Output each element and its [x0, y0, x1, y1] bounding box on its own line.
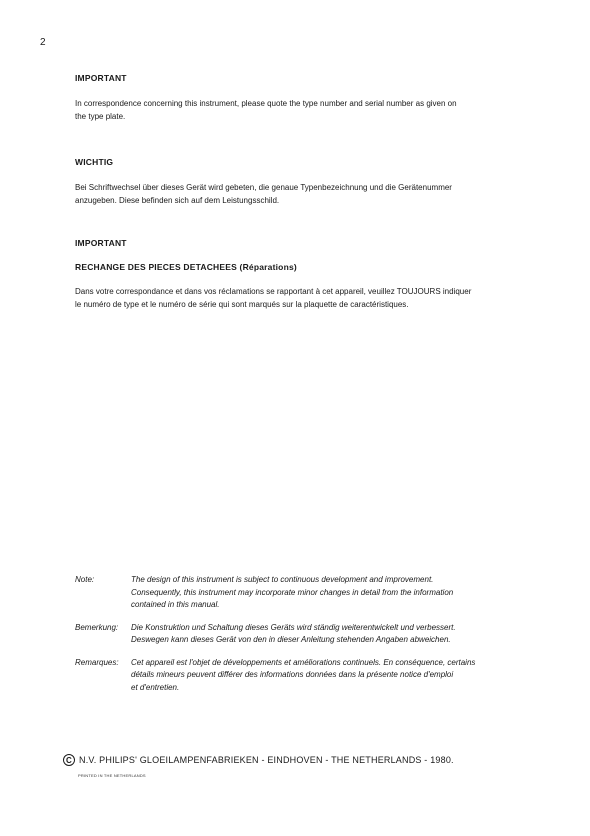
paragraph-line: Bei Schriftwechsel über dieses Gerät wird gebeten, die genaue Typenbezeichnung und die Gerätenummer: [75, 183, 452, 192]
note-text: [131, 574, 545, 612]
note-line: détails mineurs peuvent différer des informations données dans la présente notice d'emploi: [131, 670, 454, 679]
printed-in-text: PRINTED IN THE NETHERLANDS: [78, 773, 146, 778]
copyright-icon: C: [63, 754, 75, 766]
note-line: Consequently, this instrument may incorporate minor changes in detail from the information: [131, 587, 454, 597]
note-line: Cet appareil est l'objet de développements et améliorations continuels. En conséquence, certains: [131, 657, 476, 667]
note-label: Remarques:: [75, 657, 119, 667]
paragraph-line: anzugeben. Diese befinden sich auf dem Leistungsschild.: [75, 196, 280, 205]
section-heading: WICHTIG: [75, 157, 114, 167]
section-heading: IMPORTANT: [75, 238, 127, 248]
section-subheading: RECHANGE DES PIECES DETACHEES (Réparations): [75, 262, 297, 272]
section-paragraph: [75, 97, 535, 123]
paragraph-line: the type plate.: [75, 112, 126, 121]
section-paragraph: [75, 181, 535, 207]
notes-block: [75, 574, 545, 704]
paragraph-line: In correspondence concerning this instrument, please quote the type number and serial number as given on: [75, 99, 457, 108]
section-german: [75, 157, 535, 207]
section-french: [75, 238, 535, 311]
note-label: Note:: [75, 575, 95, 584]
section-english: [75, 73, 535, 123]
note-french: [75, 657, 545, 695]
note-line: Die Konstruktion und Schaltung dieses Geräts wird ständig weiterentwickelt und verbessert.: [131, 622, 456, 632]
note-line: contained in this manual.: [131, 600, 220, 609]
footer-copyright: [63, 754, 454, 766]
copyright-text: N.V. PHILIPS' GLOEILAMPENFABRIEKEN - EINDHOVEN - THE NETHERLANDS - 1980.: [79, 755, 454, 765]
note-german: [75, 622, 545, 647]
page-number: 2: [40, 37, 46, 48]
paragraph-line: Dans votre correspondance et dans vos réclamations se rapportant à cet appareil, veuillez TOUJOURS indiquer: [75, 287, 472, 296]
note-label: Bemerkung:: [75, 622, 119, 632]
note-english: [75, 574, 545, 612]
note-line: The design of this instrument is subject to continuous development and improvement.: [131, 575, 434, 584]
paragraph-line: le numéro de type et le numéro de série qui sont marqués sur la plaquette de caractéristiques.: [75, 300, 409, 309]
section-heading: IMPORTANT: [75, 73, 127, 83]
note-line: et d'entretien.: [131, 682, 180, 692]
note-line: Deswegen kann dieses Gerät von den in dieser Anleitung stehenden Angaben abweichen.: [131, 635, 451, 644]
section-paragraph: [75, 285, 535, 311]
note-text: [131, 622, 545, 647]
note-text: [131, 657, 545, 695]
